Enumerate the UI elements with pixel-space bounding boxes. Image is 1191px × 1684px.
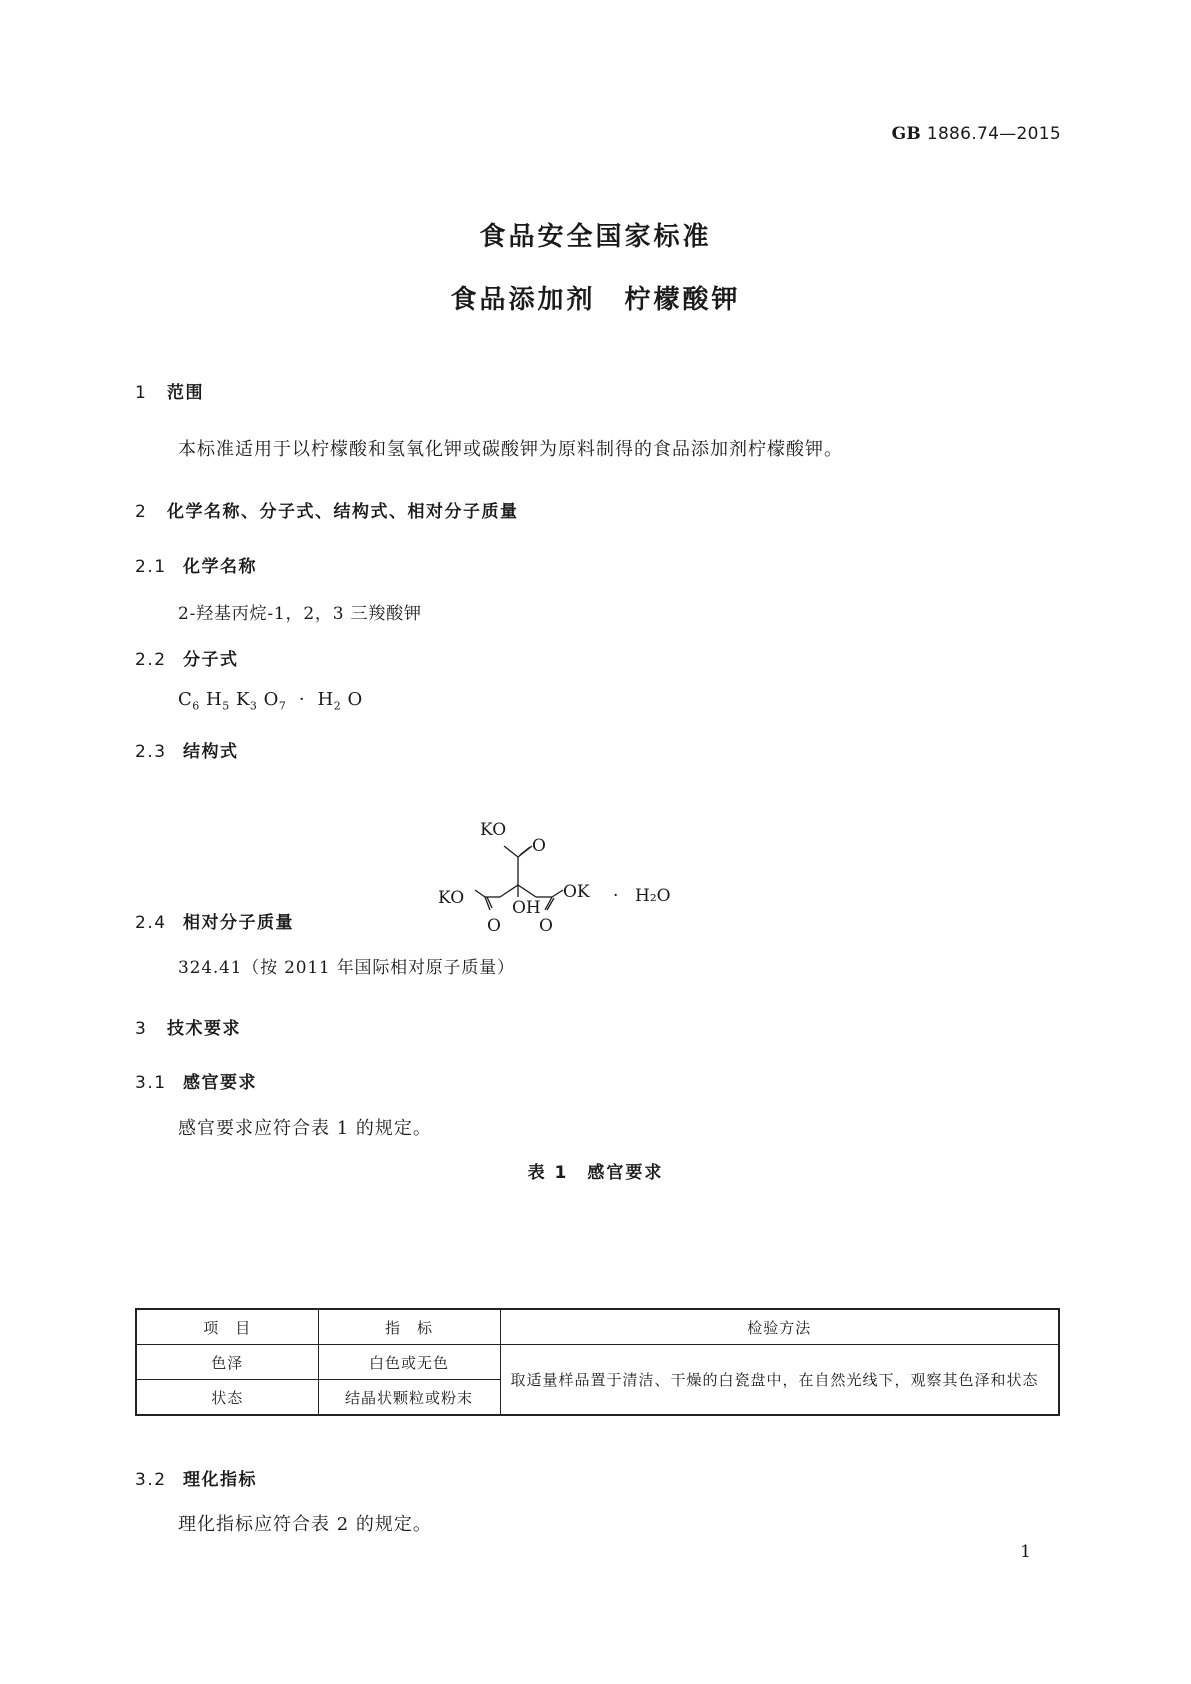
structural-formula: [438, 820, 740, 960]
struct-o-right: O: [539, 916, 553, 936]
struct-o-top: O: [532, 836, 546, 856]
section-3-1-text: 感官要求应符合表 1 的规定。: [178, 1118, 432, 1139]
molecular-mass: 324.41（按 2011 年国际相对原子质量）: [178, 958, 515, 978]
chemical-name: 2-羟基丙烷-1，2，3 三羧酸钾: [178, 604, 422, 624]
struct-dot: ·: [613, 886, 619, 906]
section-1-heading: [135, 378, 204, 403]
section-2-2-heading: [135, 645, 239, 670]
section-2-1-heading: [135, 552, 257, 577]
header-method: 检验方法: [500, 1309, 1059, 1345]
section-title: 分子式: [183, 650, 239, 670]
section-3-1-heading: [135, 1068, 257, 1093]
table-1-sensory: [135, 1308, 1060, 1416]
struct-oh: OH: [512, 898, 541, 918]
table-row: [136, 1345, 1059, 1380]
header-spec: 指 标: [318, 1309, 500, 1345]
section-2-4-heading: [135, 908, 294, 933]
header-item: 项 目: [136, 1309, 318, 1345]
struct-ko-top-label: KO: [480, 820, 507, 840]
section-1-text: 本标准适用于以柠檬酸和氢氧化钾或碳酸钾为原料制得的食品添加剂柠檬酸钾。: [178, 439, 843, 460]
section-title: 范围: [167, 383, 204, 403]
struct-ko-left: KO: [438, 888, 465, 908]
section-number: 2.4: [135, 913, 167, 933]
section-3-2-text: 理化指标应符合表 2 的规定。: [178, 1514, 432, 1535]
page-number: 1: [1020, 1542, 1031, 1562]
document-title: 食品安全国家标准: [479, 222, 712, 252]
section-3-heading: [135, 1014, 241, 1039]
section-number: 1: [135, 383, 148, 403]
section-title: 理化指标: [183, 1470, 257, 1490]
section-3-2-heading: [135, 1465, 257, 1490]
section-number: 3.1: [135, 1073, 167, 1093]
section-title: 相对分子质量: [183, 913, 294, 933]
section-title: 感官要求: [183, 1073, 257, 1093]
struct-water: H₂O: [635, 886, 671, 906]
row-spec: 白色或无色: [318, 1345, 500, 1380]
section-title: 化学名称、分子式、结构式、相对分子质量: [167, 502, 519, 522]
section-number: 3: [135, 1019, 148, 1039]
molecular-formula: $C_6$ $H_5$ $K_3$ $O_7 \cdot H_2$ O: [178, 689, 363, 713]
test-method: 取适量样品置于清洁、干燥的白瓷盘中，在自然光线下，观察其色泽和状态: [500, 1345, 1059, 1416]
section-number: 2.2: [135, 650, 167, 670]
standard-prefix: GB: [891, 124, 922, 144]
section-title: 技术要求: [167, 1019, 241, 1039]
section-2-heading: [135, 497, 519, 522]
section-number: 2.3: [135, 742, 167, 762]
row-spec: 结晶状颗粒或粉末: [318, 1380, 500, 1416]
section-number: 2.1: [135, 557, 167, 577]
struct-ok-right: OK: [563, 882, 590, 902]
document-subtitle: 食品添加剂 柠檬酸钾: [450, 285, 741, 315]
section-number: 3.2: [135, 1470, 167, 1490]
section-number: 2: [135, 502, 148, 522]
struct-o-left: O: [487, 916, 501, 936]
row-item: 状态: [136, 1380, 318, 1416]
row-item: 色泽: [136, 1345, 318, 1380]
standard-number: [892, 124, 1061, 144]
section-title: 化学名称: [183, 557, 257, 577]
table-1-caption: 表 1 感官要求: [527, 1163, 664, 1183]
table-header-row: [136, 1309, 1059, 1345]
standard-code: 1886.74—2015: [926, 124, 1061, 144]
section-2-3-heading: [135, 737, 239, 762]
section-title: 结构式: [183, 742, 239, 762]
